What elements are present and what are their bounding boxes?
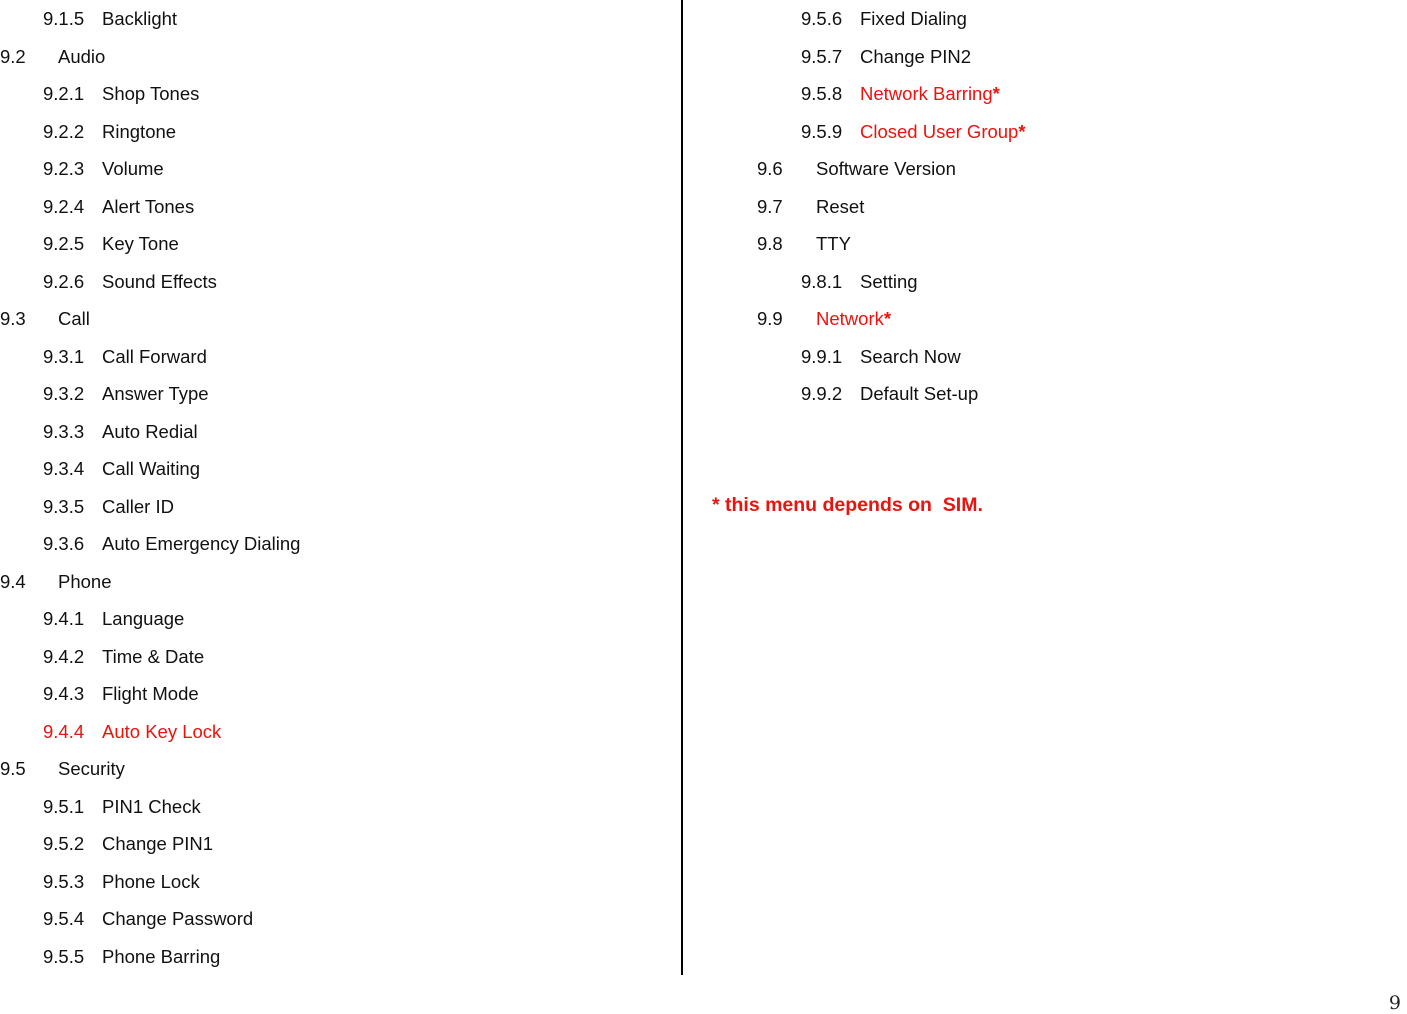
sim-dependent-asterisk: * bbox=[992, 83, 1000, 104]
toc-entry-label bbox=[102, 863, 200, 901]
toc-entry-label bbox=[860, 338, 961, 376]
toc-entry-number: 9.3 bbox=[0, 308, 26, 329]
toc-entry-label bbox=[102, 75, 199, 113]
page-number: 9 bbox=[1388, 992, 1401, 1014]
toc-entry-number: 9.3.3 bbox=[43, 420, 85, 442]
toc-entry-number: 9.9.1 bbox=[801, 345, 843, 367]
toc-entry-label bbox=[58, 563, 112, 601]
toc-entry-label bbox=[58, 300, 90, 338]
toc-entry-label-text: Answer Type bbox=[102, 383, 209, 404]
toc-entry-label bbox=[58, 750, 125, 788]
toc-entry-number: 9.5.1 bbox=[43, 795, 85, 817]
toc-entry-number: 9.2 bbox=[0, 45, 26, 67]
toc-entry-label-text: PIN1 Check bbox=[102, 795, 201, 817]
toc-entry-label-text: Software Version bbox=[816, 158, 956, 179]
toc-entry-number: 9.3.6 bbox=[43, 533, 85, 554]
toc-entry-label bbox=[860, 38, 971, 76]
toc-entry-label bbox=[860, 113, 1026, 151]
toc-entry-number: 9.4.4 bbox=[43, 720, 85, 742]
toc-entry-label-text: Auto Key Lock bbox=[102, 720, 222, 742]
toc-entry-number: 9.5.9 bbox=[801, 120, 843, 142]
toc-entry-number: 9.5.4 bbox=[43, 908, 85, 929]
toc-entry-label bbox=[102, 638, 204, 676]
toc-entry-label-text: Fixed Dialing bbox=[860, 8, 967, 29]
toc-entry-label-text: Call bbox=[58, 308, 90, 329]
sim-footnote: * this menu depends on SIM. bbox=[712, 494, 983, 516]
toc-entry-number: 9.5.5 bbox=[43, 945, 85, 967]
toc-entry-label-text: Audio bbox=[58, 45, 106, 67]
toc-entry-label bbox=[102, 525, 300, 563]
toc-entry-label bbox=[102, 225, 179, 263]
toc-entry-label-text: Flight Mode bbox=[102, 683, 199, 704]
toc-entry-number: 9.2.4 bbox=[43, 195, 85, 217]
toc-entry-label bbox=[102, 188, 194, 226]
toc-entry-number: 9.3.4 bbox=[43, 458, 85, 479]
toc-entry-label-text: Language bbox=[102, 608, 185, 629]
toc-entry-label-text: Ringtone bbox=[102, 120, 177, 142]
toc-entry-label-text: Reset bbox=[816, 195, 865, 217]
toc-entry-number: 9.9 bbox=[757, 308, 783, 329]
toc-entry-number: 9.4.2 bbox=[43, 645, 85, 667]
toc-entry-number: 9.2.2 bbox=[43, 120, 85, 142]
sim-dependent-asterisk: * bbox=[883, 308, 892, 329]
toc-entry-label-text: Network bbox=[816, 308, 884, 329]
toc-entry-number: 9.4 bbox=[0, 570, 26, 592]
toc-entry-label-text: Default Set-up bbox=[860, 383, 979, 404]
toc-entry-label bbox=[102, 450, 200, 488]
toc-entry-number: 9.8.1 bbox=[801, 270, 843, 292]
toc-entry-label bbox=[816, 300, 891, 338]
toc-entry-label-text: TTY bbox=[816, 233, 851, 254]
toc-entry-number: 9.2.6 bbox=[43, 270, 85, 292]
toc-entry-number: 9.3.2 bbox=[43, 383, 85, 404]
toc-entry-number: 9.8 bbox=[757, 233, 783, 254]
toc-entry-label-text: Volume bbox=[102, 158, 164, 179]
toc-entry-number: 9.3.5 bbox=[43, 495, 85, 517]
toc-entry-label-text: Change PIN1 bbox=[102, 833, 214, 854]
toc-entry-label-text: Closed User Group bbox=[860, 120, 1019, 142]
toc-entry-number: 9.5.3 bbox=[43, 870, 85, 892]
toc-entry-label bbox=[102, 263, 217, 301]
toc-entry-label-text: Auto Emergency Dialing bbox=[102, 533, 301, 554]
toc-entry-number: 9.5.6 bbox=[801, 8, 843, 29]
toc-entry-number: 9.2.5 bbox=[43, 233, 85, 254]
toc-entry-label-text: Time & Date bbox=[102, 645, 205, 667]
toc-entry-number: 9.6 bbox=[757, 158, 783, 179]
toc-entry-label bbox=[102, 0, 177, 38]
column-divider bbox=[681, 0, 683, 975]
toc-entry-label-text: Call Waiting bbox=[102, 458, 201, 479]
toc-entry-label-text: Change PIN2 bbox=[860, 45, 972, 67]
toc-entry-label bbox=[102, 413, 198, 451]
toc-entry-label bbox=[102, 600, 184, 638]
toc-entry-number: 9.9.2 bbox=[801, 383, 843, 404]
toc-entry-label bbox=[102, 713, 221, 751]
toc-entry-label-text: Setting bbox=[860, 270, 918, 292]
toc-entry-label bbox=[102, 825, 213, 863]
toc-entry-label bbox=[102, 675, 199, 713]
toc-entry-label bbox=[860, 75, 1000, 113]
toc-entry-label-text: Phone bbox=[58, 570, 112, 592]
toc-entry-number: 9.1.5 bbox=[43, 8, 85, 29]
toc-entry-label-text: Phone Lock bbox=[102, 870, 200, 892]
toc-entry-label bbox=[860, 263, 918, 301]
toc-entry-number: 9.2.3 bbox=[43, 158, 85, 179]
toc-entry-label-text: Security bbox=[58, 758, 125, 779]
sim-dependent-asterisk: * bbox=[1018, 120, 1026, 142]
toc-entry-label-text: Backlight bbox=[102, 8, 178, 29]
toc-entry-number: 9.3.1 bbox=[43, 345, 85, 367]
toc-entry-label bbox=[102, 788, 201, 826]
toc-entry-label-text: Search Now bbox=[860, 345, 961, 367]
toc-entry-number: 9.5 bbox=[0, 758, 26, 779]
toc-entry-number: 9.7 bbox=[757, 195, 783, 217]
toc-entry-number: 9.4.3 bbox=[43, 683, 85, 704]
toc-entry-label bbox=[102, 488, 174, 526]
toc-entry-label bbox=[816, 150, 956, 188]
toc-entry-label-text: Phone Barring bbox=[102, 945, 221, 967]
toc-entry-label bbox=[102, 938, 220, 976]
toc-entry-label bbox=[102, 900, 253, 938]
toc-entry-label bbox=[816, 188, 864, 226]
toc-entry-label-text: Change Password bbox=[102, 908, 254, 929]
toc-entry-number: 9.5.2 bbox=[43, 833, 85, 854]
toc-entry-label-text: Auto Redial bbox=[102, 420, 198, 442]
toc-entry-label-text: Sound Effects bbox=[102, 270, 217, 292]
toc-entry-label bbox=[860, 375, 978, 413]
toc-entry-label-text: Alert Tones bbox=[102, 195, 195, 217]
toc-entry-label bbox=[102, 375, 209, 413]
toc-entry-label-text: Call Forward bbox=[102, 345, 207, 367]
toc-entry-label-text: Network Barring bbox=[860, 83, 993, 104]
toc-entry-number: 9.2.1 bbox=[43, 83, 85, 104]
toc-entry-number: 9.5.8 bbox=[801, 83, 843, 104]
toc-entry-label-text: Caller ID bbox=[102, 495, 174, 517]
toc-entry-label bbox=[58, 38, 105, 76]
toc-entry-label bbox=[102, 338, 207, 376]
toc-entry-label-text: Key Tone bbox=[102, 233, 179, 254]
toc-entry-number: 9.5.7 bbox=[801, 45, 843, 67]
toc-entry-number: 9.4.1 bbox=[43, 608, 85, 629]
toc-entry-label bbox=[102, 150, 164, 188]
toc-entry-label bbox=[102, 113, 176, 151]
toc-entry-label bbox=[860, 0, 967, 38]
toc-entry-label-text: Shop Tones bbox=[102, 83, 200, 104]
toc-entry-label bbox=[816, 225, 851, 263]
